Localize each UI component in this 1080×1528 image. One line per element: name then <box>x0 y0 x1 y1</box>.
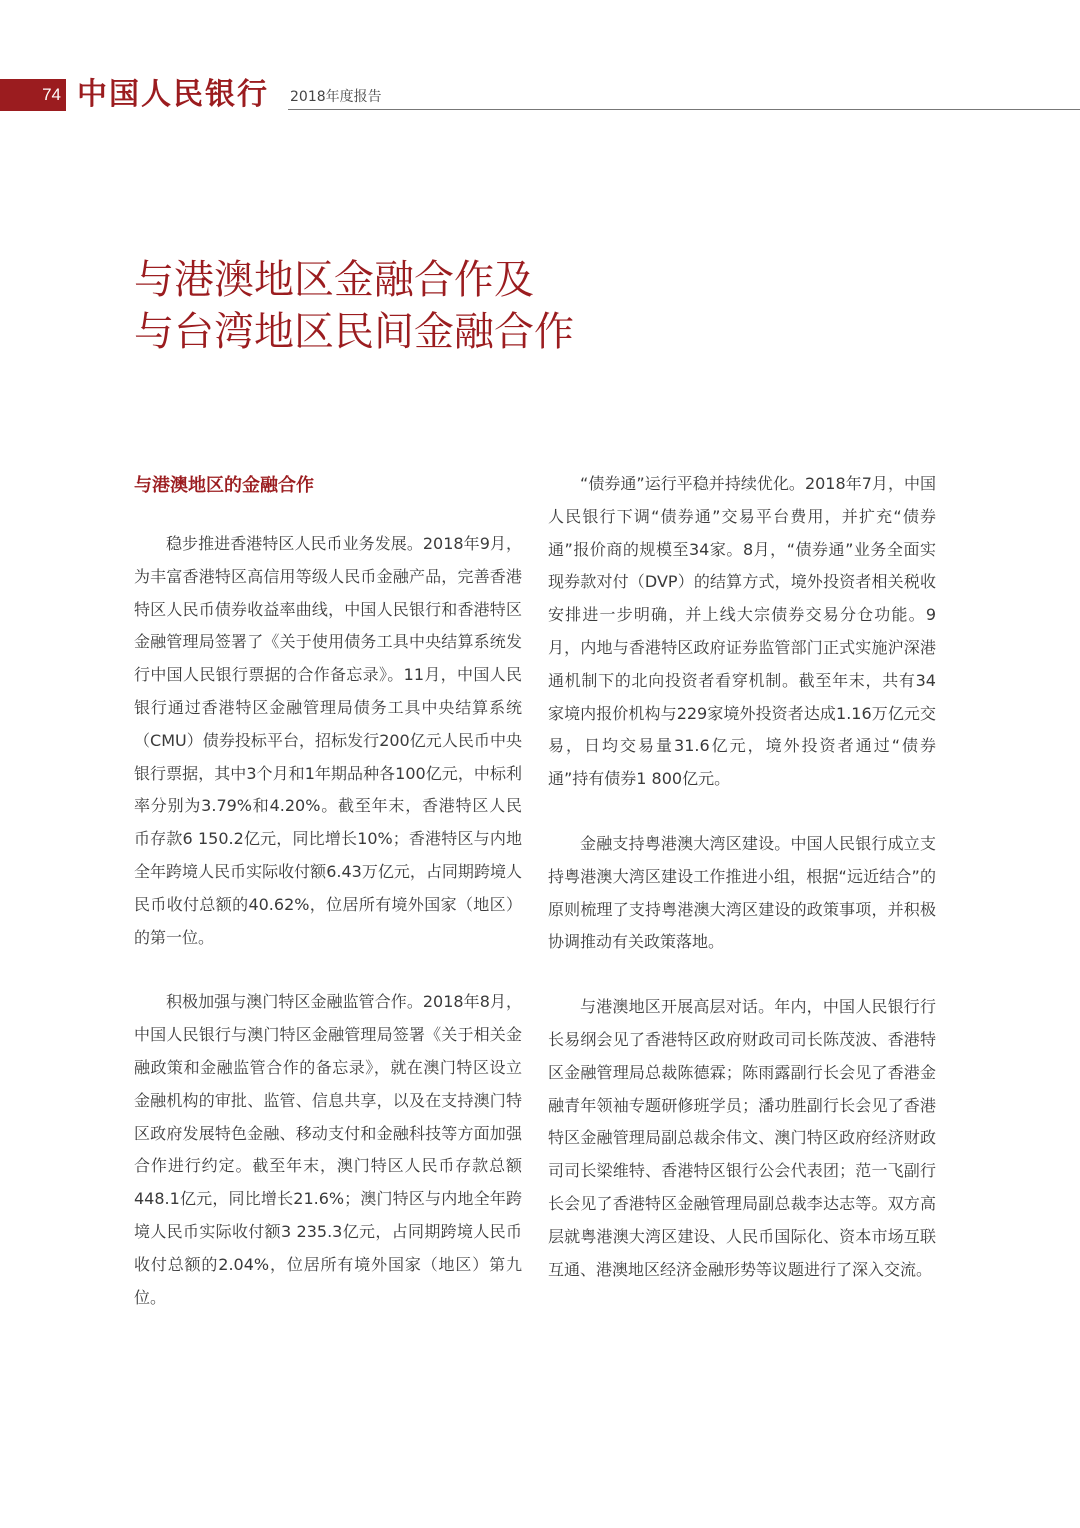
page-title <box>134 254 574 358</box>
paragraph-greater-bay-area: 金融支持粤港澳大湾区建设。中国人民银行成立支持粤港澳大湾区建设工作推进小组，根据“远近结合”的原则梳理了支持粤港澳大湾区建设的政策事项，并积极协调推动有关政策落地。 <box>548 833 936 952</box>
header-divider <box>288 109 1080 110</box>
paragraph-macau-supervision: 积极加强与澳门特区金融监管合作。2018年8月，中国人民银行与澳门特区金融管理局签署《关于相关金融政策和金融监管合作的备忘录》，就在澳门特区设立金融机构的审批、监管、信息共享，以及在支持澳门特区政府发展特色金融、移动支付和金融科技等方面加强合作进行约定。截至年末，澳门特区人民币存款总额448.1亿元，同比增长21.6%；澳门特区与内地全年跨境人民币实际收付额3 235.3亿元，占同期跨境人民币收付总额的2.04%，位居所有境外国家（地区）第九位。 <box>134 992 522 1307</box>
paragraph-bond-connect: “债券通”运行平稳并持续优化。2018年7月，中国人民银行下调“债券通”交易平台费用，并扩充“债券通”报价商的规模至34家。8月，“债券通”业务全面实现券款对付（DVP）的结算方式，境外投资者相关税收安排进一步明确，并上线大宗债券交易分仓功能。9月，内地与香港特区政府证券监管部门正式实施沪深港通机制下的北向投资者看穿机制。截至年末，共有34家境内报价机构与229家境外投资者达成1.16万亿元交易，日均交易量31.6亿元，境外投资者通过“债券通”持有债券1 800亿元。 <box>548 474 936 789</box>
paragraph-high-level-dialogue: 与港澳地区开展高层对话。年内，中国人民银行行长易纲会见了香港特区政府财政司司长陈茂波、香港特区金融管理局总裁陈德霖；陈雨露副行长会见了香港金融青年领袖专题研修班学员；潘功胜副行长会见了香港特区金融管理局副总裁余伟文、澳门特区政府经济财政司司长梁维特、香港特区银行公会代表团；范一飞副行长会见了香港特区金融管理局副总裁李达志等。双方高层就粤港澳大湾区建设、人民币国际化、资本市场互联互通、港澳地区经济金融形势等议题进行了深入交流。 <box>548 997 936 1279</box>
report-title: 2018年度报告 <box>290 89 382 105</box>
left-column <box>134 468 522 1314</box>
page-header <box>0 79 1080 113</box>
right-column <box>548 468 936 1286</box>
bank-logo: 中国人民银行 <box>77 77 269 112</box>
page-title-line-2: 与台湾地区民间金融合作 <box>134 309 574 355</box>
page-number: 74 <box>0 79 66 111</box>
page-title-line-1: 与港澳地区金融合作及 <box>134 257 534 303</box>
section-heading: 与港澳地区的金融合作 <box>134 475 314 496</box>
paragraph-hk-rmb: 稳步推进香港特区人民币业务发展。2018年9月，为丰富香港特区高信用等级人民币金融产品，完善香港特区人民币债券收益率曲线，中国人民银行和香港特区金融管理局签署了《关于使用债务工具中央结算系统发行中国人民银行票据的合作备忘录》。11月，中国人民银行通过香港特区金融管理局债务工具中央结算系统（CMU）债券投标平台，招标发行200亿元人民币中央银行票据，其中3个月和1年期品种各100亿元，中标利率分别为3.79%和4.20%。截至年末，香港特区人民币存款6 150.2亿元，同比增长10%；香港特区与内地全年跨境人民币实际收付额6.43万亿元，占同期跨境人民币收付总额的40.62%，位居所有境外国家（地区）的第一位。 <box>134 534 522 947</box>
